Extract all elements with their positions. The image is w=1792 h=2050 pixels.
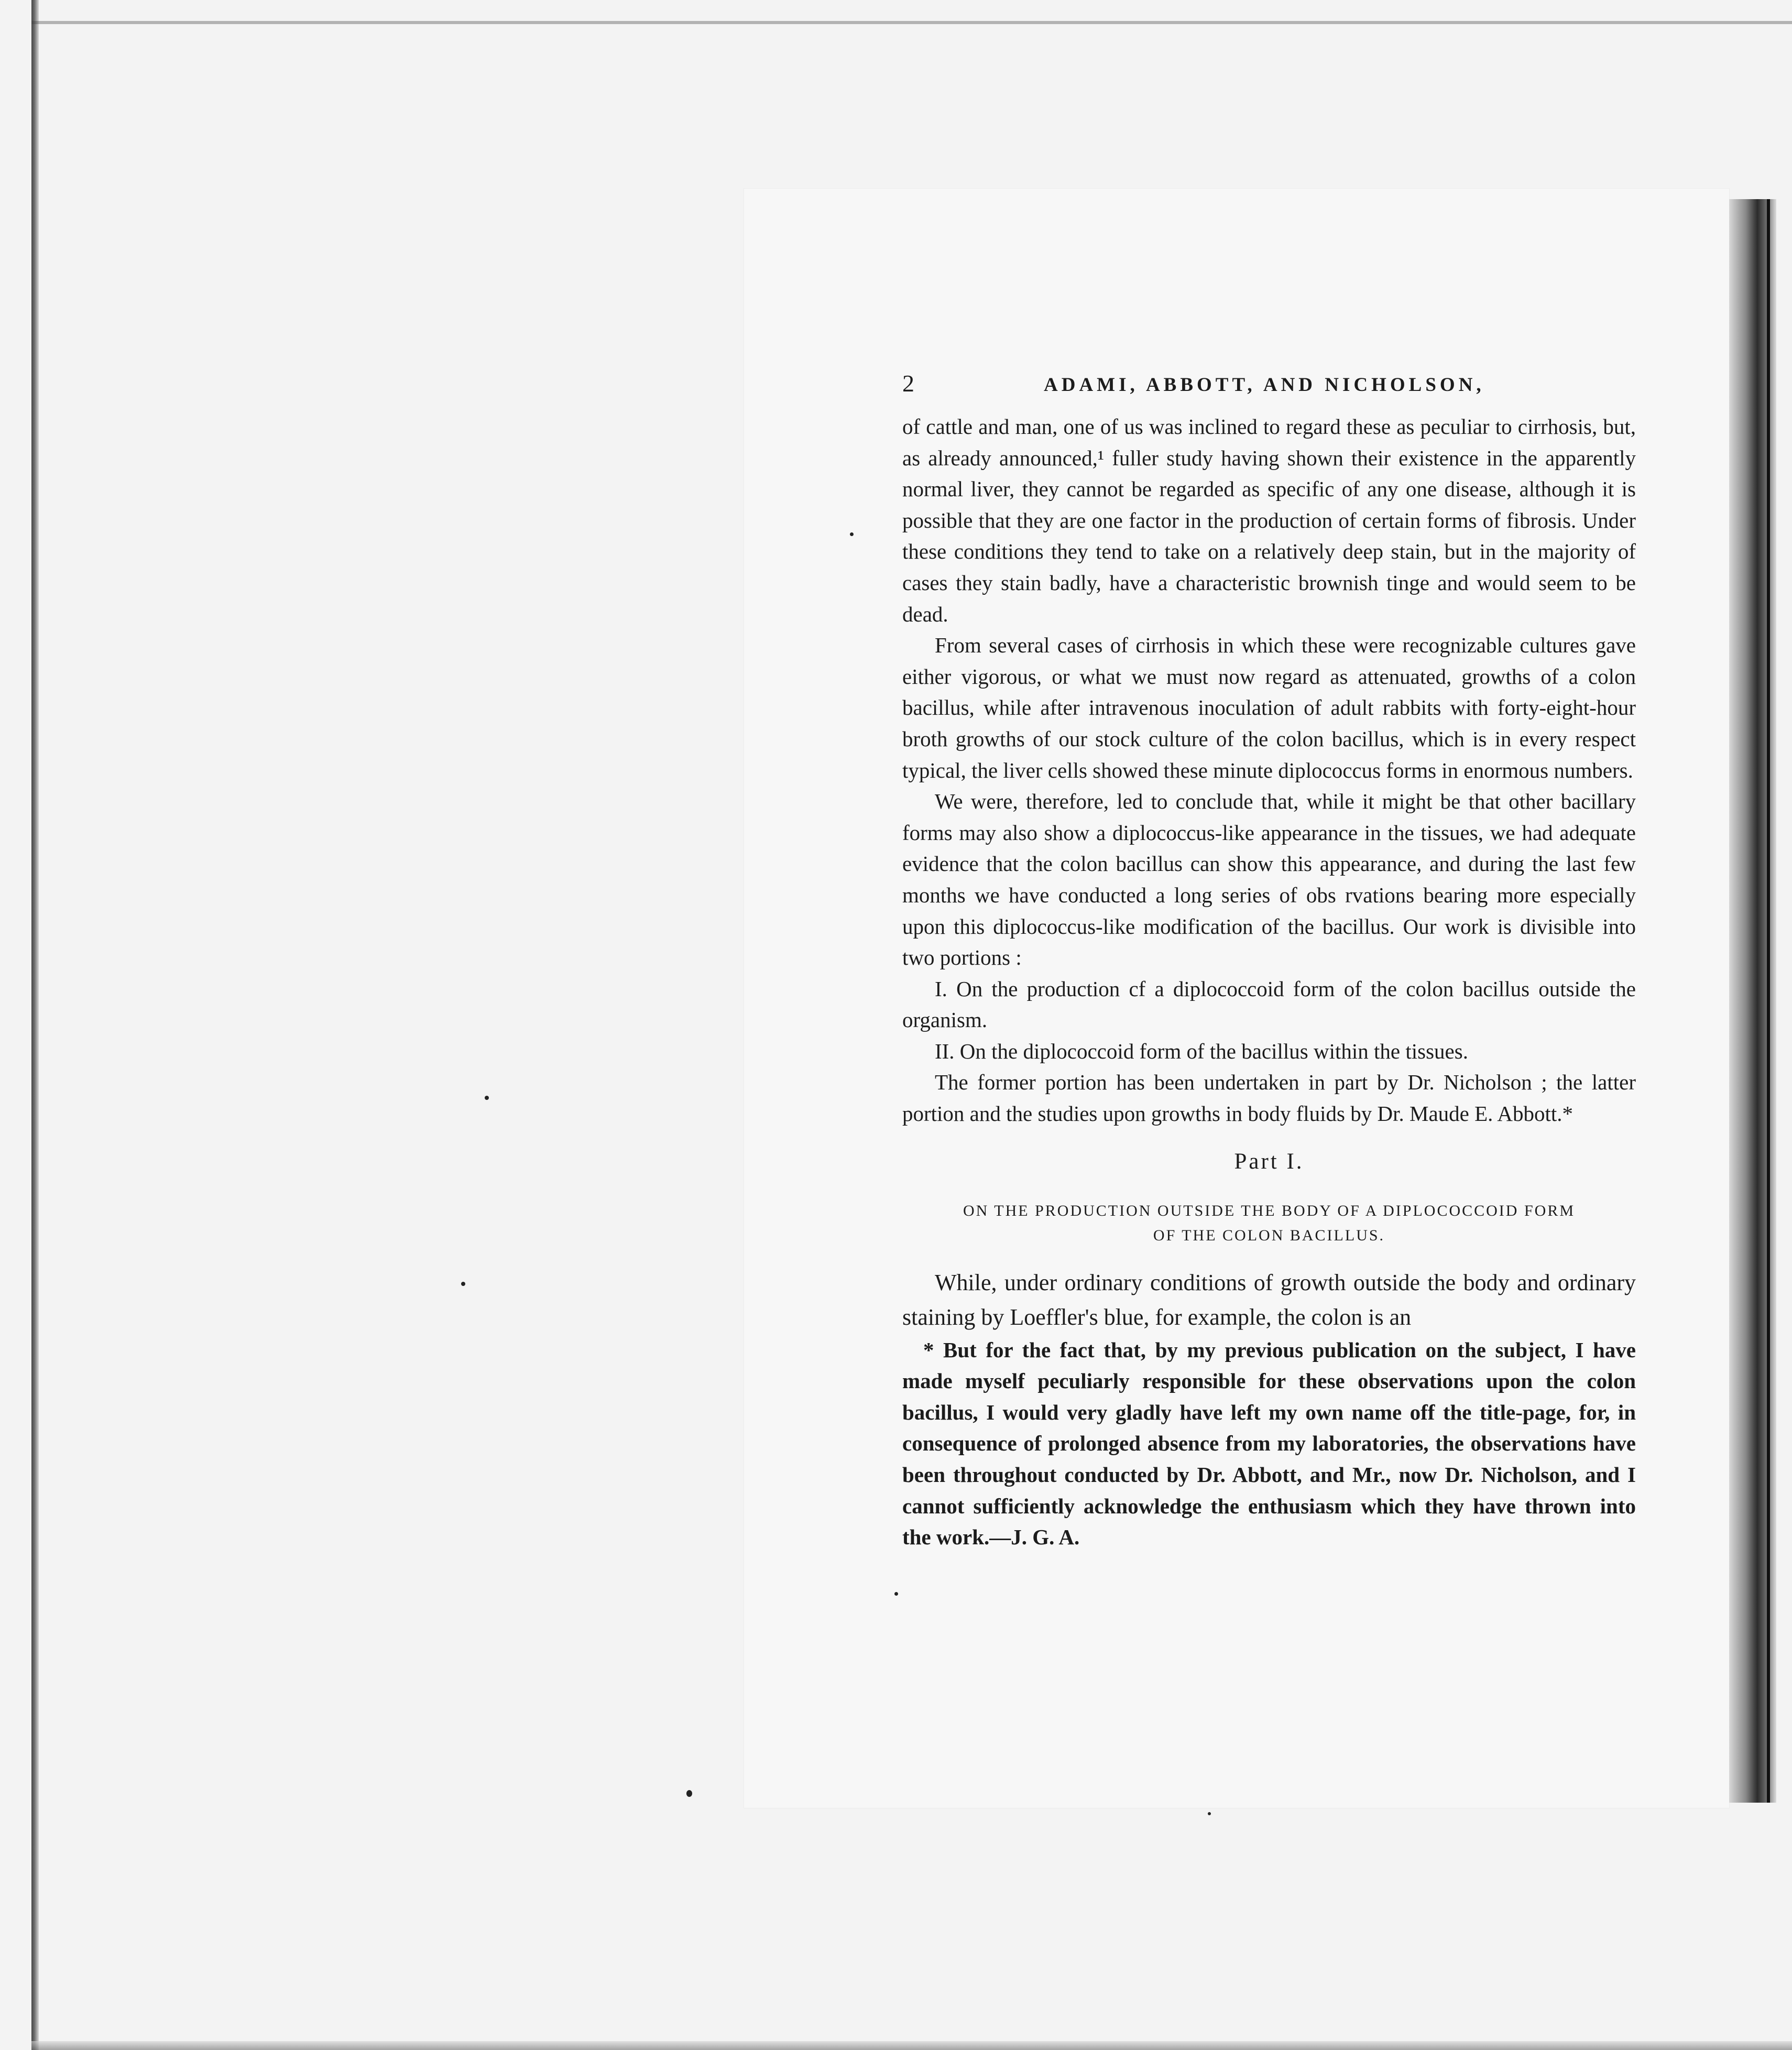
section-title-line: OF THE COLON BACILLUS. [1153, 1226, 1385, 1244]
body-text [902, 411, 1636, 1553]
paragraph: We were, therefore, led to conclude that, while it might be that other bacillary forms may also show a diplococcus-like appearance in the tissues, we had adequate evidence that the colon bacillus can show this appearance, and during the last few months we have conducted a long series of obs rvations bearing more especially upon this diplococcus-like modification of the bacillus. Our work is divisible into two portions : [902, 789, 1636, 970]
paragraph: II. On the diplococcoid form of the bacillus within the tissues. [935, 1039, 1468, 1063]
scan-top-edge [31, 21, 1792, 24]
running-head [902, 369, 1636, 401]
scan-speck [1208, 1812, 1211, 1815]
scan-speck [686, 1790, 692, 1797]
scan-left-edge [31, 0, 39, 2050]
page-content [902, 369, 1636, 1553]
paragraph: The former portion has been undertaken in part by Dr. Nicholson ; the latter portion and the studies upon growths in body fluids by Dr. Maude E. Abbott.* [902, 1070, 1636, 1126]
running-head-title: ADAMI, ABBOTT, AND NICHOLSON, [1044, 374, 1485, 396]
paragraph: I. On the production cf a diplococcoid form of the colon bacillus outside the organism. [902, 976, 1636, 1032]
section-title-line: ON THE PRODUCTION OUTSIDE THE BODY OF A DIPLOCOCCOID FORM [963, 1202, 1576, 1219]
section-title [902, 1198, 1636, 1248]
paragraph: From several cases of cirrhosis in which these were recognizable cultures gave either vigorous, or what we must now regard as attenuated, growths of a colon bacillus, while after intravenous inoculation of adult rabbits with forty-eight-hour broth growths of our stock culture of the colon bacillus, which is in every respect typical, the liver cells showed these minute diplococcus forms in enormous numbers. [902, 633, 1636, 782]
paragraph: of cattle and man, one of us was inclined to regard these as peculiar to cirrhosis, but, as already announced,¹ fuller study having shown their existence in the apparently normal liver, they cannot be regarded as specific of any one disease, although it is possible that they are one factor in the production of certain forms of fibrosis. Under these conditions they tend to take on a relatively deep stain, but in the majority of cases they stain badly, have a characteristic brownish tinge and would seem to be dead. [902, 415, 1636, 626]
page-number: 2 [902, 370, 915, 397]
scan-speck [850, 532, 854, 536]
paragraph: While, under ordinary conditions of growth outside the body and ordinary staining by Loeffler's blue, for example, the colon is an [902, 1269, 1636, 1330]
scan-speck [894, 1592, 898, 1596]
footnote: * But for the fact that, by my previous publication on the subject, I have made myself peculiarly responsible for these observations upon the colon bacillus, I would very gladly have left my own name off the title-page, for, in consequence of prolonged absence from my laboratories, the observations have been throughout conducted by Dr. Abbott, and Mr., now Dr. Nicholson, and I cannot sufficiently acknowledge the enthusiasm which they have thrown into the work.—J. G. A. [902, 1337, 1636, 1550]
scan-bottom-edge [31, 2041, 1792, 2050]
part-heading: Part I. [1234, 1149, 1304, 1174]
binding-shadow-line [1767, 199, 1770, 1803]
scan-speck [485, 1096, 489, 1100]
scan-speck [461, 1282, 465, 1286]
